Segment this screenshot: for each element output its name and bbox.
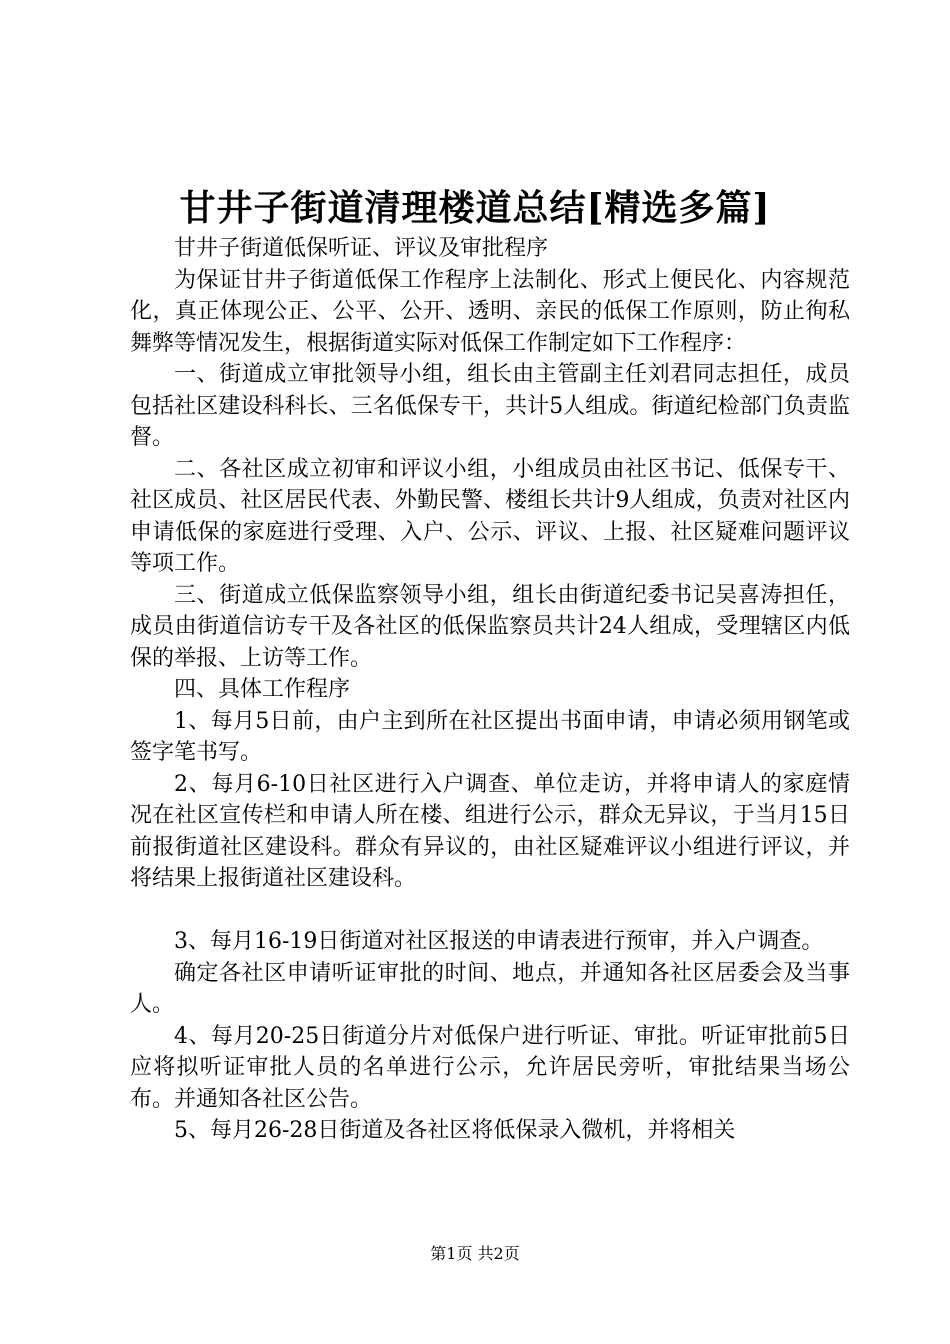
paragraph-section-4: 四、具体工作程序 [174, 677, 351, 702]
document-title: 甘井子街道清理楼道总结[精选多篇] [179, 187, 771, 229]
paragraph-section-2: 二、各社区成立初审和评议小组，小组成员由社区书记、低保专干、社区成员、社区居民代表、外勤民警、楼组长共计9人组成，负责对社区内申请低保的家庭进行受理、入户、公示、评议、上报、社区疑难问题评议等项工作。 [130, 456, 850, 576]
paragraph-step-5: 5、每月26-28日街道及各社区将低保录入微机，并将相关 [174, 1118, 736, 1143]
paragraph-heading: 甘井子街道低保听证、评议及审批程序 [174, 236, 549, 261]
paragraph-step-1: 1、每月5日前，由户主到所在社区提出书面申请，申请必须用钢笔或签字笔书写。 [130, 708, 850, 765]
paragraph-step-3-detail: 确定各社区申请听证审批的时间、地点，并通知各社区居委会及当事人。 [130, 960, 850, 1017]
paragraph-section-1: 一、街道成立审批领导小组，组长由主管副主任刘君同志担任，成员包括社区建设科科长、三名低保专干，共计5人组成。街道纪检部门负责监督。 [130, 362, 850, 450]
paragraph-step-2: 2、每月6-10日社区进行入户调查、单位走访，并将申请人的家庭情况在社区宣传栏和申请人所在楼、组进行公示，群众无异议，于当月15日前报街道社区建设科。群众有异议的，由社区疑难评议小组进行评议，并将结果上报街道社区建设科。 [130, 771, 850, 891]
paragraph-step-4: 4、每月20-25日街道分片对低保户进行听证、审批。听证审批前5日应将拟听证审批人员的名单进行公示，允许居民旁听，审批结果当场公布。并通知各社区公告。 [130, 1023, 850, 1112]
paragraph-intro: 为保证甘井子街道低保工作程序上法制化、形式上便民化、内容规范化，真正体现公正、公平、公开、透明、亲民的低保工作原则，防止徇私舞弊等情况发生，根据街道实际对低保工作制定如下工作程序： [130, 267, 850, 356]
paragraph-section-3: 三、街道成立低保监察领导小组，组长由街道纪委书记吴喜涛担任，成员由街道信访专干及各社区的低保监察员共计24人组成，受理辖区内低保的举报、上访等工作。 [130, 582, 850, 671]
paragraph-step-3: 3、每月16-19日街道对社区报送的申请表进行预审，并入户调查。 [174, 929, 824, 954]
page-footer: 第1页 共2页 [430, 1244, 520, 1263]
blank-line [130, 895, 850, 927]
document-body [130, 233, 850, 1147]
